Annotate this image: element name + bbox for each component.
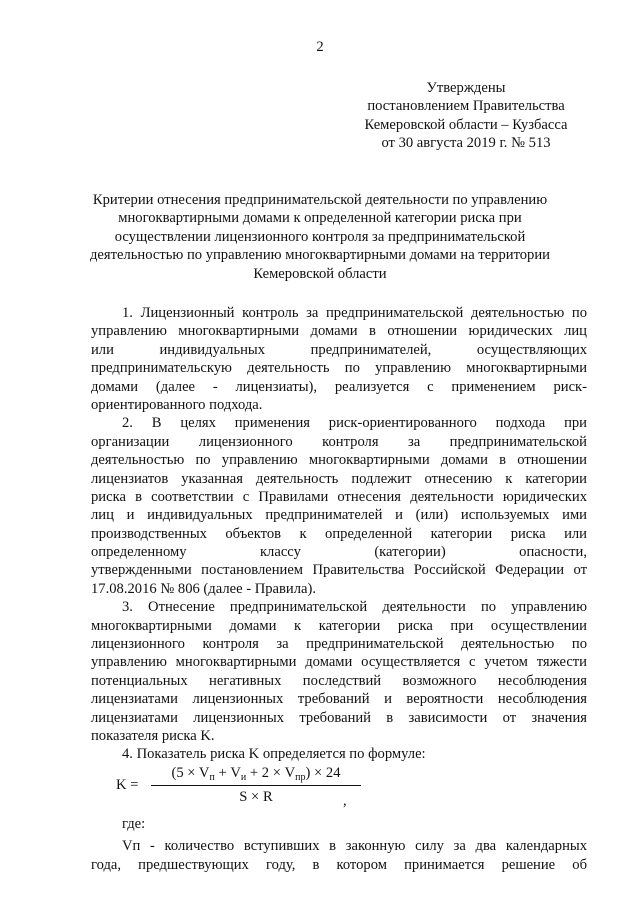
text-line: 3. Отнесение предпринимательской деятельности по управлению (122, 599, 587, 616)
approval-line: Кемеровской области – Кузбасса (364, 116, 568, 133)
title-line: Критерии отнесения предпринимательской деятельности по управлению (92, 192, 548, 208)
formula-term: ) × 24 (305, 764, 341, 781)
text-line: лицензиатов указанная деятельность подлежит отнесению к категории (91, 470, 587, 487)
risk-formula (91, 764, 587, 811)
text-line: лиц и индивидуальных предпринимателей и (или) используемых ими (91, 507, 587, 524)
formula-subscript: и (240, 771, 247, 783)
text-line: управлению многоквартирными домами осуществляется с учетом тяжести (91, 654, 587, 671)
text-line: лицензиатами лицензионных требований и вероятности несоблюдения (91, 691, 587, 708)
document-body (91, 304, 587, 874)
text-line: риска в соответствии с Правилами отнесения деятельности юридических (91, 488, 587, 505)
text-line: многоквартирными домами к категории риска при осуществлении (91, 617, 587, 634)
fraction-bar (151, 785, 361, 786)
formula-comma: , (343, 792, 347, 809)
approval-line: постановлением Правительства (367, 98, 565, 115)
text-line: управлению многоквартирными домами в отношении юридических лиц (91, 323, 587, 340)
text-line: 1. Лицензионный контроль за предпринимательской деятельностью по (122, 305, 587, 321)
text-line: или индивидуальных предпринимателей, осуществляющих (91, 341, 587, 358)
formula-subscript: п (209, 771, 215, 783)
approval-block (346, 79, 586, 153)
paragraph-3 (91, 598, 587, 745)
text-line: предпринимательскую деятельность по управлению многоквартирными (91, 360, 587, 377)
definition-line: Vп - количество вступивших в законную силу за два календарных (122, 838, 587, 855)
document-title (60, 191, 580, 283)
formula-term: (5 × V (171, 764, 210, 781)
title-line: многоквартирными домами к определенной категории риска при (118, 210, 522, 227)
formula-denominator: S × R (239, 788, 273, 805)
formula-term: + 2 × V (246, 764, 296, 781)
text-line: ориентированного подхода. (91, 396, 263, 413)
text-line: показателя риска K. (91, 727, 215, 744)
text-line: домами (далее - лицензиаты), реализуется с применением риск- (91, 378, 587, 395)
text-line: потенциальных негативных последствий возможного несоблюдения (91, 672, 587, 689)
formula-numerator (151, 764, 361, 787)
formula-subscript: пр (295, 771, 306, 783)
text-line: лицензиатами лицензионных требований в зависимости от значения (91, 709, 587, 726)
title-line: Кемеровской области (253, 265, 387, 282)
text-line: утвержденными постановлением Правительства Российской Федерации от (91, 562, 587, 579)
text-line: организации лицензионного контроля за предпринимательской (91, 433, 587, 450)
paragraph-4 (91, 745, 587, 763)
paragraph-2 (91, 414, 587, 598)
where-label: где: (122, 815, 146, 832)
formula-term: + V (214, 764, 241, 781)
text-line: определенному классу (категории) опасности, (91, 544, 587, 561)
title-line: осуществлении лицензионного контроля за предпринимательской (114, 228, 526, 245)
title-line: деятельностью по управлению многоквартирными домами на территории (90, 247, 550, 264)
text-line: производственных объектов к определенной категории риска или (91, 525, 587, 542)
approval-line: Утверждены (426, 80, 506, 96)
paragraph-1 (91, 304, 587, 414)
formula-lhs: K = (116, 776, 139, 793)
approval-line: от 30 августа 2019 г. № 513 (381, 135, 551, 152)
page-number: 2 (316, 39, 324, 55)
text-line: 4. Показатель риска K определяется по формуле: (122, 746, 426, 763)
text-line: 17.08.2016 № 806 (далее - Правила). (91, 580, 316, 597)
text-line: 2. В целях применения риск-ориентированного подхода при (122, 415, 587, 432)
definition-line: года, предшествующих году, в котором принимается решение об (91, 856, 587, 873)
text-line: деятельностью по управлению многоквартирными домами в отношении (91, 452, 587, 469)
text-line: лицензионного контроля за предпринимательской деятельностью по (91, 636, 587, 653)
